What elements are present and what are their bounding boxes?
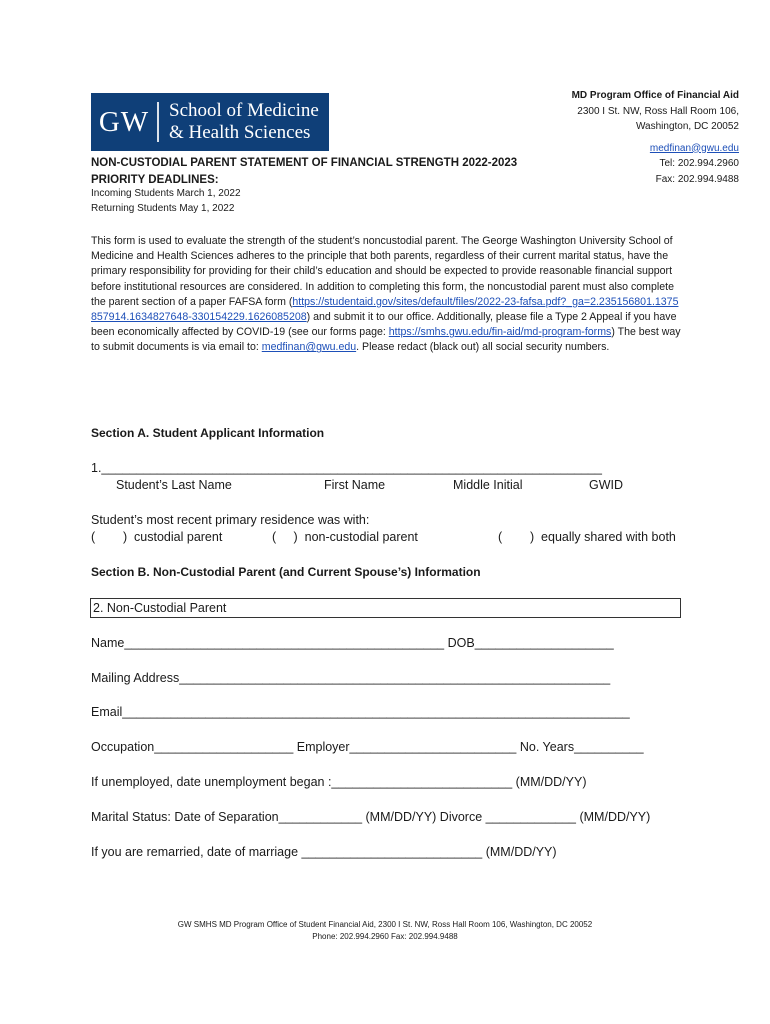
office-email-link[interactable]: medfinan@gwu.edu — [649, 142, 739, 154]
office-tel: Tel: 202.994.2960 — [659, 158, 739, 169]
label-first-name: First Name — [324, 478, 386, 492]
marital-status-field[interactable]: Marital Status: Date of Separation____________ (MM/DD/YY) Divorce _____________ (MM/DD/YY) — [91, 810, 651, 824]
label-middle-initial: Middle Initial — [453, 478, 523, 492]
office-contact-block — [572, 88, 739, 187]
intro-text-3: ) The best way to submit documents is via email to: — [91, 326, 681, 354]
office-address-2: Washington, DC 20052 — [635, 121, 739, 132]
priority-deadlines-heading: PRIORITY DEADLINES: — [91, 174, 219, 186]
label-last-name: Student’s Last Name — [116, 478, 232, 492]
form-title: NON-CUSTODIAL PARENT STATEMENT OF FINANCIAL STRENGTH 2022-2023 — [91, 157, 518, 169]
logo-line-2: & Health Sciences — [169, 122, 311, 143]
unemployment-date-field[interactable]: If unemployed, date unemployment began :__________________________ (MM/DD/YY) — [91, 775, 587, 789]
intro-paragraph — [91, 234, 681, 356]
occupation-employer-field[interactable]: Occupation____________________ Employer________________________ No. Years__________ — [91, 740, 644, 754]
mailing-address-field[interactable]: Mailing Address______________________________________________________________ — [91, 671, 611, 685]
noncustodial-parent-box: 2. Non-Custodial Parent — [90, 598, 681, 618]
option-noncustodial-parent[interactable]: ( ) non-custodial parent — [272, 530, 418, 544]
email-field[interactable]: Email_________________________________________________________________________ — [91, 705, 630, 719]
deadlines — [91, 186, 241, 216]
logo-abbr: GW — [98, 105, 150, 138]
logo-line-1: School of Medicine — [169, 100, 319, 121]
gw-smhs-logo — [91, 93, 329, 151]
label-gwid: GWID — [589, 478, 624, 492]
logo-school-name — [159, 100, 319, 144]
student-name-line[interactable]: 1.________________________________________________________________________ — [91, 461, 602, 475]
option-equally-shared[interactable]: ( ) equally shared with both — [498, 530, 676, 544]
forms-page-link[interactable]: https://smhs.gwu.edu/fin-aid/md-program-forms — [388, 326, 612, 339]
footer-address: GW SMHS MD Program Office of Student Financial Aid, 2300 I St. NW, Ross Hall Room 106, Washington, DC 20052 — [177, 920, 593, 929]
intro-text-4: . Please redact (black out) all social security numbers. — [356, 341, 610, 354]
option-custodial-parent[interactable]: ( ) custodial parent — [91, 530, 223, 544]
section-a-heading: Section A. Student Applicant Information — [91, 426, 325, 440]
deadline-returning: Returning Students May 1, 2022 — [91, 203, 235, 214]
intro-text-1: This form is used to evaluate the strength of the student’s noncustodial parent. The George Washington University School of Medicine and Health Sciences adheres to the principle that both parents, regardless of their current marital status, have the primary responsibility for providing for their child’s education and should be expected to provide reasonable financial support before institutional resources are considered. In addition to completing this form, the noncustodial parent must also complete the parent section of a paper FAFSA form ( — [91, 235, 674, 308]
deadline-incoming: Incoming Students March 1, 2022 — [91, 188, 241, 199]
email-link[interactable]: medfinan@gwu.edu — [261, 341, 357, 354]
form-title-block — [91, 155, 517, 189]
office-name: MD Program Office of Financial Aid — [571, 90, 739, 101]
intro-text-2: ) and submit it to our office. Additionally, please file a Type 2 Appeal if you have been economically affected by COVID-19 (see our forms page: — [91, 311, 677, 339]
fafsa-link[interactable]: https://studentaid.gov/sites/default/files/2022-23-fafsa.pdf?_ga=2.235156801.1375857914.1634827648-330154229.1626085208 — [91, 295, 679, 324]
section-b-heading: Section B. Non-Custodial Parent (and Current Spouse’s) Information — [91, 565, 481, 579]
logo-divider — [157, 102, 159, 142]
residence-question: Student’s most recent primary residence was with: — [91, 513, 370, 527]
name-dob-field[interactable]: Name______________________________________________ DOB____________________ — [91, 636, 614, 650]
office-address-1: 2300 I St. NW, Ross Hall Room 106, — [577, 105, 739, 117]
office-fax: Fax: 202.994.9488 — [655, 173, 739, 185]
footer-phone: Phone: 202.994.2960 Fax: 202.994.9488 — [312, 932, 458, 941]
remarriage-date-field[interactable]: If you are remarried, date of marriage __________________________ (MM/DD/YY) — [91, 845, 557, 859]
